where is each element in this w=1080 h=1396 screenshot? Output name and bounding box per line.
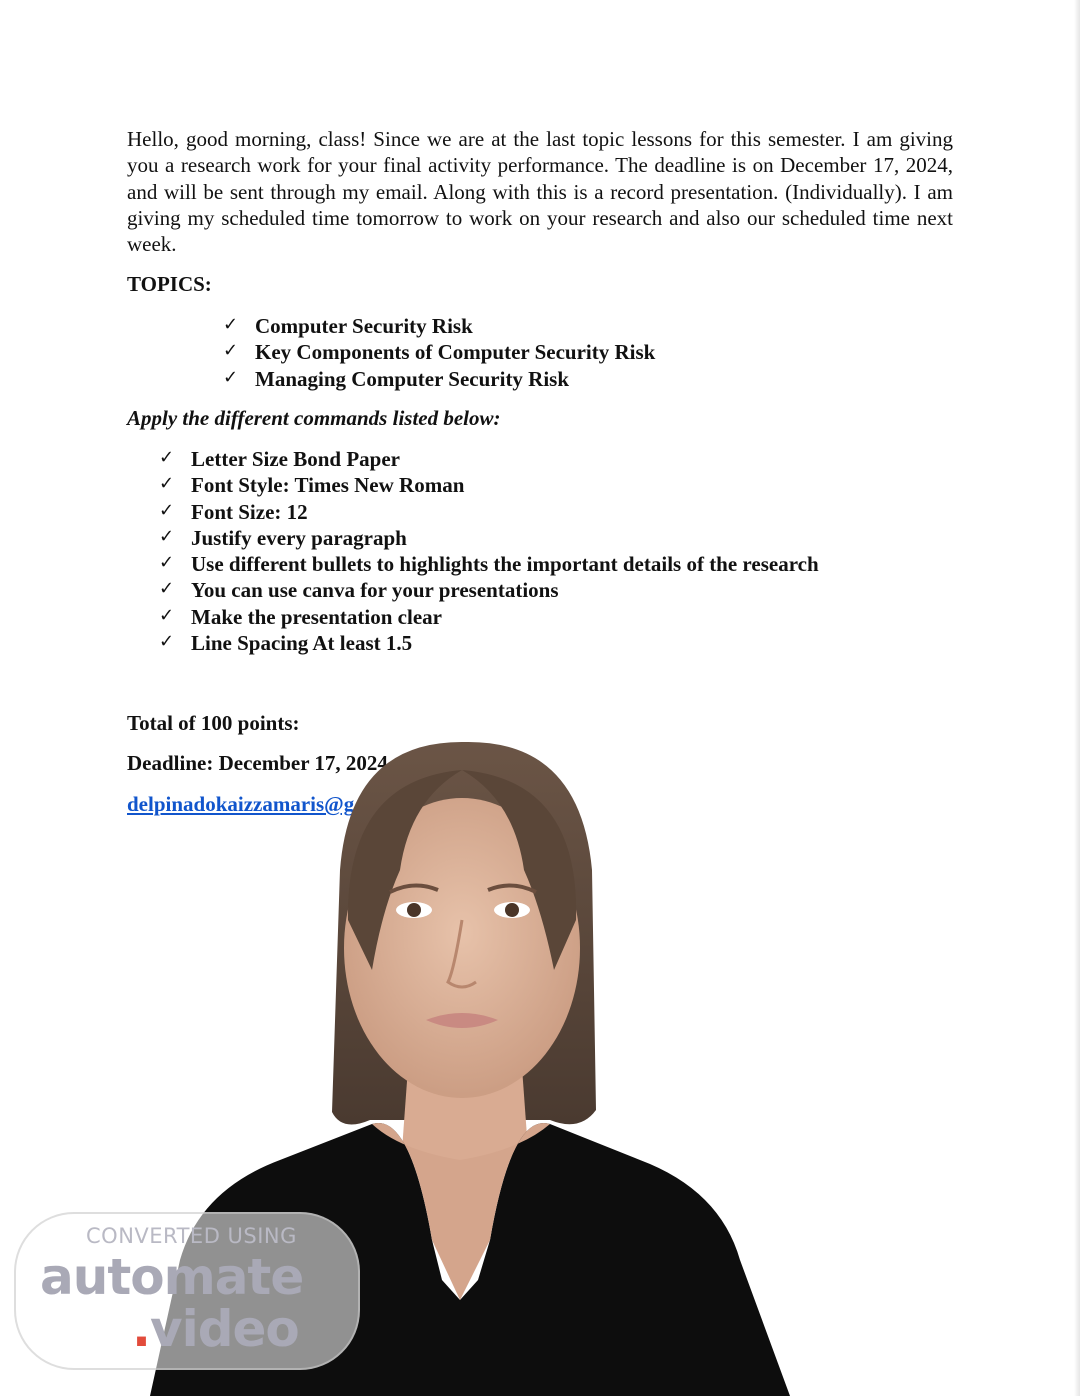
command-label: Font Style: Times New Roman [191, 473, 465, 498]
watermark-dot: . [132, 1300, 150, 1358]
command-label: Letter Size Bond Paper [191, 447, 400, 471]
list-item [127, 551, 819, 577]
total-points: Total of 100 points: [127, 711, 300, 735]
topics-list [127, 313, 655, 392]
page-edge-shadow [1074, 0, 1080, 1396]
checkmark-icon: ✓ [223, 366, 239, 388]
topic-label: Computer Security Risk [255, 314, 473, 338]
list-item [127, 577, 819, 603]
checkmark-icon: ✓ [159, 604, 175, 626]
list-item [127, 446, 819, 472]
checkmark-icon: ✓ [159, 499, 175, 521]
email-link[interactable]: delpinadokaizzamaris@g [127, 792, 355, 816]
watermark-badge [14, 1212, 360, 1370]
checkmark-icon: ✓ [159, 631, 175, 653]
document-body [127, 126, 953, 257]
checkmark-icon: ✓ [159, 473, 175, 495]
checkmark-icon: ✓ [159, 447, 175, 468]
list-item [127, 604, 819, 630]
command-label: Make the presentation clear [191, 604, 442, 629]
commands-heading: Apply the different commands listed below: [127, 406, 501, 430]
command-label: You can use canva for your presentations [191, 578, 559, 603]
list-item [127, 339, 655, 365]
list-item [127, 630, 819, 656]
list-item [127, 313, 655, 339]
watermark-video-text: video [150, 1300, 299, 1358]
watermark-caption: CONVERTED USING [86, 1224, 297, 1248]
commands-list [127, 446, 819, 656]
command-label: Line Spacing At least 1.5 [191, 631, 413, 656]
watermark-brand-line2 [132, 1300, 299, 1358]
command-label: Use different bullets to highlights the important details of the research [191, 552, 819, 577]
list-item [127, 499, 819, 525]
command-label: Justify every paragraph [191, 525, 407, 550]
checkmark-icon: ✓ [159, 525, 175, 547]
checkmark-icon: ✓ [159, 578, 175, 600]
topic-label: Key Components of Computer Security Risk [255, 340, 656, 365]
checkmark-icon: ✓ [223, 340, 239, 362]
list-item [127, 525, 819, 551]
watermark-brand-line1: automate [40, 1248, 304, 1306]
topics-heading: TOPICS: [127, 272, 212, 296]
checkmark-icon: ✓ [223, 314, 239, 335]
command-label: Font Size: 12 [191, 499, 308, 524]
topic-label: Managing Computer Security Risk [255, 366, 570, 391]
intro-paragraph: Hello, good morning, class! Since we are at the last topic lessons for this semester. I am giving you a research work for your final activity performance. The deadline is on December 17, 2024, and will be sent through my email. Along with this is a record presentation. (Individually). I am giving my scheduled time tomorrow to work on your research and also our scheduled time next week. [127, 127, 953, 257]
deadline: Deadline: December 17, 2024 [127, 751, 388, 775]
checkmark-icon: ✓ [159, 552, 175, 574]
list-item [127, 472, 819, 498]
list-item [127, 366, 655, 392]
